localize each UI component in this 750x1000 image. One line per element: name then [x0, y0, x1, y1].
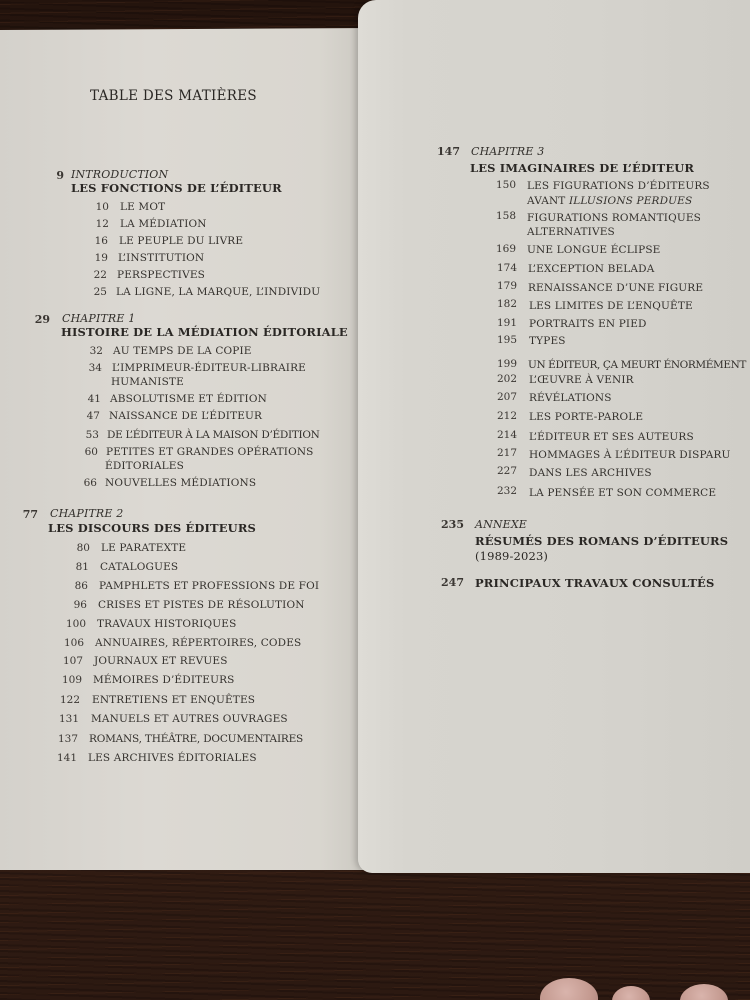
toc-item-prefix: AVANT — [527, 195, 569, 207]
toc-item: ANNUAIRES, RÉPERTOIRES, CODES — [95, 637, 302, 649]
section-page-number: 77 — [22, 508, 38, 521]
toc-item: L’ÉDITEUR ET SES AUTEURS — [529, 431, 694, 443]
toc-item-continuation: ÉDITORIALES — [105, 460, 184, 472]
toc-item: MANUELS ET AUTRES OUVRAGES — [91, 713, 288, 725]
item-page-number: 81 — [75, 561, 89, 573]
toc-item: AU TEMPS DE LA COPIE — [113, 345, 252, 357]
item-page-number: 174 — [496, 262, 517, 274]
section-page-number: 29 — [34, 313, 50, 326]
section-title: LES FONCTIONS DE L’ÉDITEUR — [71, 181, 282, 195]
toc-item: PERSPECTIVES — [117, 269, 205, 281]
toc-item: L’IMPRIMEUR-ÉDITEUR-LIBRAIRE — [112, 362, 306, 374]
toc-item: ROMANS, THÉÂTRE, DOCUMENTAIRES — [89, 733, 304, 745]
item-page-number: 207 — [496, 391, 517, 403]
item-page-number: 131 — [58, 713, 79, 725]
section-title: RÉSUMÉS DES ROMANS D’ÉDITEURS — [475, 534, 729, 548]
section-kicker: ANNEXE — [475, 518, 527, 531]
item-page-number: 195 — [496, 334, 517, 346]
item-page-number: 106 — [63, 637, 84, 649]
section-title: HISTOIRE DE LA MÉDIATION ÉDITORIALE — [61, 325, 348, 339]
item-page-number: 150 — [495, 179, 516, 191]
toc-item: TRAVAUX HISTORIQUES — [97, 618, 237, 630]
toc-item-continuation — [527, 195, 692, 207]
toc-item: PORTRAITS EN PIED — [529, 318, 647, 330]
item-page-number: 227 — [496, 465, 517, 477]
toc-item: TYPES — [529, 335, 566, 347]
toc-item: L’ŒUVRE À VENIR — [529, 374, 634, 386]
item-page-number: 179 — [496, 280, 517, 292]
item-page-number: 16 — [94, 235, 108, 247]
section-title: LES IMAGINAIRES DE L’ÉDITEUR — [470, 161, 695, 175]
item-page-number: 41 — [87, 393, 101, 405]
item-page-number: 107 — [62, 655, 83, 667]
toc-item: RÉVÉLATIONS — [529, 392, 612, 404]
toc-item: LES LIMITES DE L’ENQUÊTE — [529, 300, 693, 312]
item-page-number: 19 — [94, 252, 108, 264]
item-page-number: 60 — [84, 446, 98, 458]
toc-item: LA PENSÉE ET SON COMMERCE — [529, 487, 717, 499]
toc-item: LES PORTE-PAROLE — [529, 411, 644, 423]
toc-item: LES ARCHIVES ÉDITORIALES — [88, 752, 257, 764]
toc-item: CRISES ET PISTES DE RÉSOLUTION — [98, 599, 305, 611]
book-title-italic: ILLUSIONS PERDUES — [568, 195, 693, 207]
finger-decoration — [612, 986, 650, 1000]
finger-decoration — [680, 984, 728, 1000]
finger-decoration — [540, 978, 598, 1000]
section-page-number: 9 — [56, 169, 64, 182]
toc-item: DANS LES ARCHIVES — [529, 467, 652, 479]
toc-item: HOMMAGES À L’ÉDITEUR DISPARU — [529, 449, 731, 461]
item-page-number: 191 — [496, 317, 517, 329]
toc-item: LE MOT — [120, 201, 166, 213]
toc-item: DE L’ÉDITEUR À LA MAISON D’ÉDITION — [107, 429, 320, 441]
toc-item: FIGURATIONS ROMANTIQUES — [527, 212, 702, 224]
item-page-number: 214 — [496, 429, 517, 441]
item-page-number: 96 — [73, 599, 87, 611]
toc-item: JOURNAUX ET REVUES — [94, 655, 228, 667]
item-page-number: 86 — [74, 580, 88, 592]
item-page-number: 100 — [65, 618, 86, 630]
item-page-number: 141 — [56, 752, 77, 764]
item-page-number: 232 — [496, 485, 517, 497]
toc-item: L’INSTITUTION — [118, 252, 205, 264]
toc-item: NAISSANCE DE L’ÉDITEUR — [109, 410, 263, 422]
toc-item: L’EXCEPTION BELADA — [528, 263, 655, 275]
item-page-number: 122 — [59, 694, 80, 706]
item-page-number: 10 — [95, 201, 109, 213]
section-kicker: CHAPITRE 2 — [50, 507, 124, 520]
toc-item: RENAISSANCE D’UNE FIGURE — [528, 282, 704, 294]
toc-item-continuation: ALTERNATIVES — [527, 226, 615, 238]
toc-item: LE PARATEXTE — [101, 542, 187, 554]
section-title-dates: (1989-2023) — [475, 549, 549, 563]
toc-item: PAMPHLETS ET PROFESSIONS DE FOI — [99, 580, 320, 592]
item-page-number: 199 — [496, 358, 517, 370]
toc-item: ENTRETIENS ET ENQUÊTES — [92, 694, 256, 706]
section-kicker: CHAPITRE 1 — [62, 312, 136, 325]
toc-item: LA LIGNE, LA MARQUE, L’INDIVIDU — [116, 286, 321, 298]
toc-item: UNE LONGUE ÉCLIPSE — [527, 244, 661, 256]
section-page-number: 147 — [437, 145, 460, 158]
toc-item-continuation: HUMANISTE — [111, 376, 184, 388]
toc-item: LES FIGURATIONS D’ÉDITEURS — [527, 180, 710, 192]
item-page-number: 137 — [57, 733, 78, 745]
item-page-number: 34 — [88, 362, 102, 374]
item-page-number: 158 — [495, 210, 516, 222]
item-page-number: 182 — [496, 298, 517, 310]
item-page-number: 32 — [89, 345, 103, 357]
item-page-number: 53 — [85, 429, 99, 441]
item-page-number: 169 — [495, 243, 516, 255]
item-page-number: 66 — [83, 477, 97, 489]
section-kicker: INTRODUCTION — [71, 168, 169, 181]
toc-item: LE PEUPLE DU LIVRE — [119, 235, 244, 247]
toc-item: MÉMOIRES D’ÉDITEURS — [93, 674, 235, 686]
item-page-number: 22 — [93, 269, 107, 281]
item-page-number: 25 — [93, 286, 107, 298]
toc-item: PETITES ET GRANDES OPÉRATIONS — [106, 446, 314, 458]
toc-item: CATALOGUES — [100, 561, 179, 573]
section-page-number: 247 — [441, 576, 464, 589]
section-title: PRINCIPAUX TRAVAUX CONSULTÉS — [475, 576, 715, 590]
item-page-number: 202 — [496, 373, 517, 385]
item-page-number: 80 — [76, 542, 90, 554]
item-page-number: 212 — [496, 410, 517, 422]
section-page-number: 235 — [441, 518, 464, 531]
section-kicker: CHAPITRE 3 — [471, 145, 545, 158]
toc-item: NOUVELLES MÉDIATIONS — [105, 477, 257, 489]
toc-item: UN ÉDITEUR, ÇA MEURT ÉNORMÉMENT — [528, 359, 746, 371]
toc-title: TABLE DES MATIÈRES — [90, 88, 257, 104]
item-page-number: 12 — [95, 218, 109, 230]
item-page-number: 47 — [86, 410, 100, 422]
section-title: LES DISCOURS DES ÉDITEURS — [48, 521, 257, 535]
toc-item: LA MÉDIATION — [120, 218, 207, 230]
item-page-number: 217 — [496, 447, 517, 459]
item-page-number: 109 — [61, 674, 82, 686]
toc-item: ABSOLUTISME ET ÉDITION — [110, 393, 267, 405]
